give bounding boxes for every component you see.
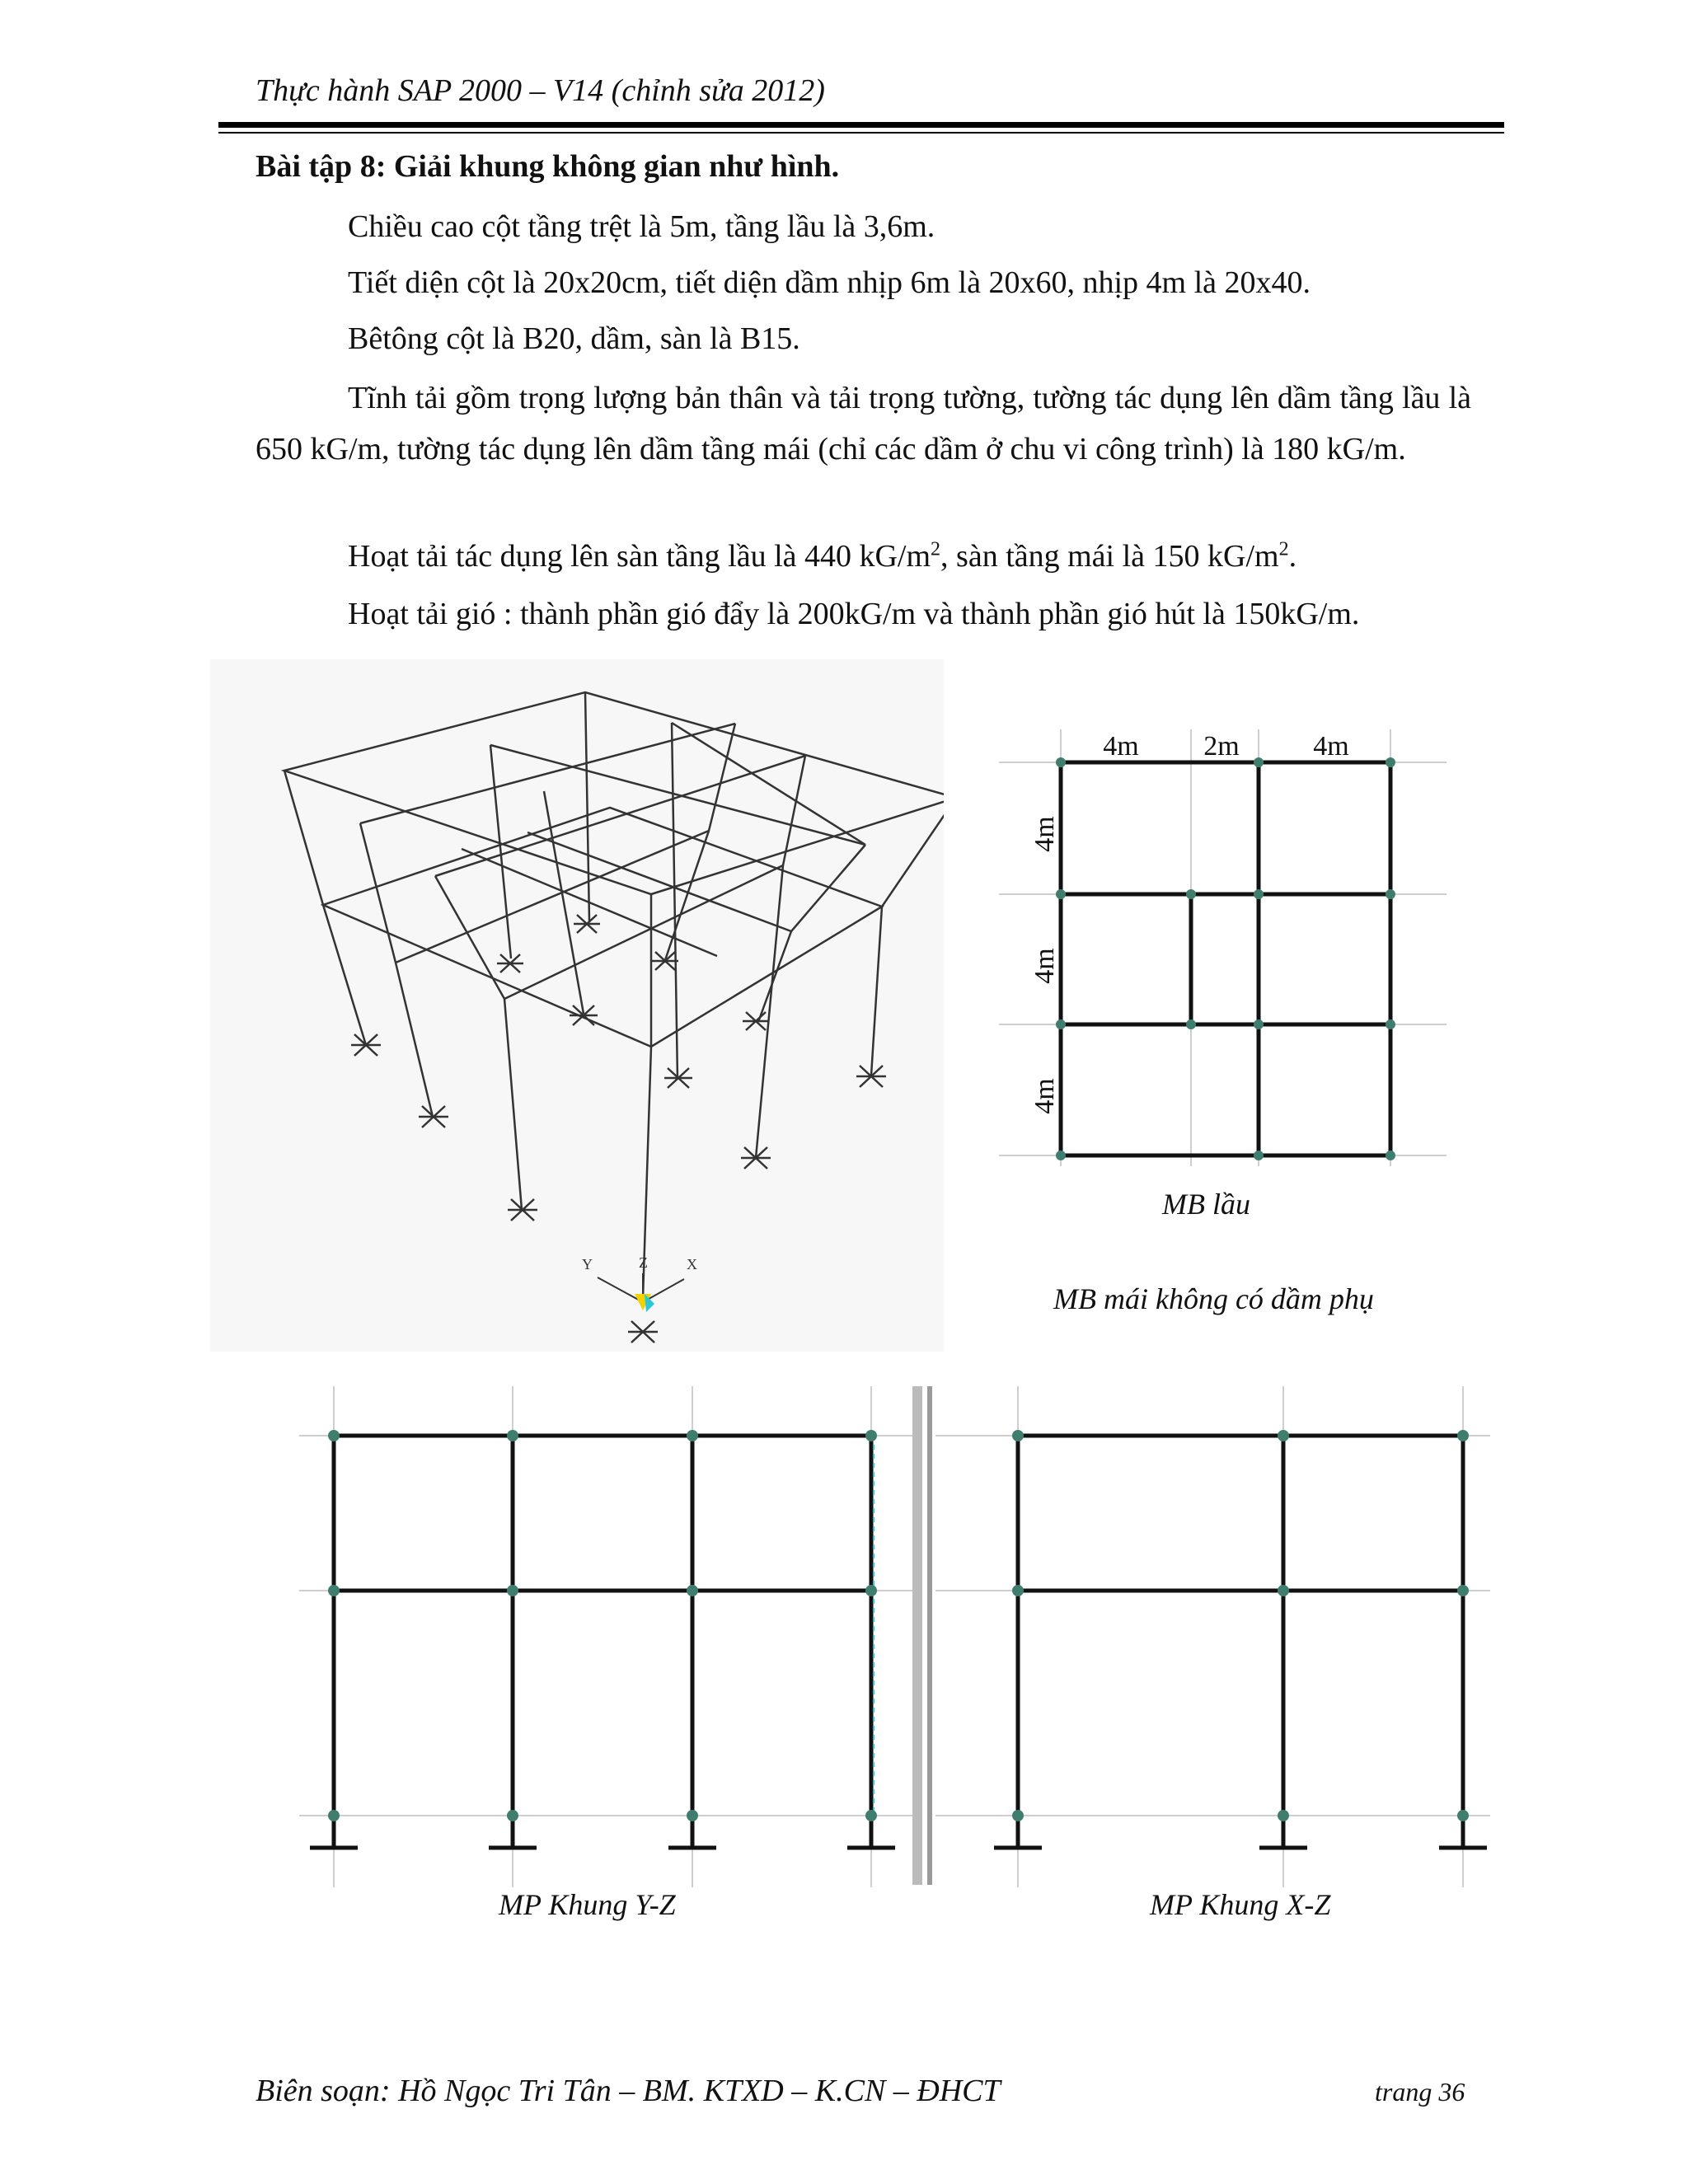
caption-frame-yz: MP Khung Y-Z: [499, 1888, 676, 1921]
paragraph-wind-load: Hoạt tải gió : thành phần gió đẩy là 200kG/m và thành phần gió hút là 150kG/m.: [348, 597, 1360, 631]
dim-top-1: 4m: [1103, 731, 1139, 762]
caption-frame-xz: MP Khung X-Z: [1150, 1888, 1331, 1921]
dim-top-2: 2m: [1203, 731, 1240, 762]
header-rule-thick: [218, 122, 1504, 128]
footer-page-number: trang 36: [1375, 2077, 1465, 2107]
axis-label-z: Z: [639, 1254, 648, 1271]
running-header: Thực hành SAP 2000 – V14 (chỉnh sửa 2012): [256, 73, 825, 108]
floor-plan: [989, 717, 1451, 1179]
caption-floor-plan: MB lầu: [1162, 1188, 1250, 1221]
footer-author: Biên soạn: Hồ Ngọc Tri Tân – BM. KTXD – K.CN – ĐHCT: [256, 2074, 1001, 2108]
dim-side-2: 4m: [1029, 948, 1060, 984]
frame-3d-view: [210, 659, 944, 1352]
paragraph-column-height: Chiều cao cột tầng trệt là 5m, tầng lầu là 3,6m.: [348, 209, 935, 244]
paragraph-live-load: Hoạt tải tác dụng lên sàn tầng lầu là 440 $kG/m^2$, sàn tầng mái là 150 $kG/m^2$.: [348, 538, 1297, 574]
frame-yz-elevation: [293, 1380, 927, 1891]
dim-side-1: 4m: [1029, 816, 1060, 852]
exercise-title: Bài tập 8: Giải khung không gian như hình.: [256, 149, 840, 184]
dim-side-3: 4m: [1029, 1078, 1060, 1114]
frame-xz-elevation: [927, 1380, 1496, 1891]
axis-label-y: Y: [582, 1256, 593, 1272]
paragraph-sections: Tiết diện cột là 20x20cm, tiết diện dầm nhịp 6m là 20x60, nhịp 4m là 20x40.: [348, 265, 1311, 300]
paragraph-dead-load: Tĩnh tải gồm trọng lượng bản thân và tải trọng tường, tường tác dụng lên dầm tầng lầu là 650 kG/m, tường tác dụng lên dầm tầng mái (chỉ các dầm ở chu vi công trình) là 180 kG/m.: [256, 381, 1471, 466]
dim-top-3: 4m: [1313, 731, 1349, 762]
paragraph-concrete: Bêtông cột là B20, dầm, sàn là B15.: [348, 321, 800, 356]
header-rule-thin: [218, 132, 1504, 134]
caption-roof-plan: MB mái không có dầm phụ: [1053, 1282, 1374, 1315]
axis-label-x: X: [687, 1256, 697, 1272]
